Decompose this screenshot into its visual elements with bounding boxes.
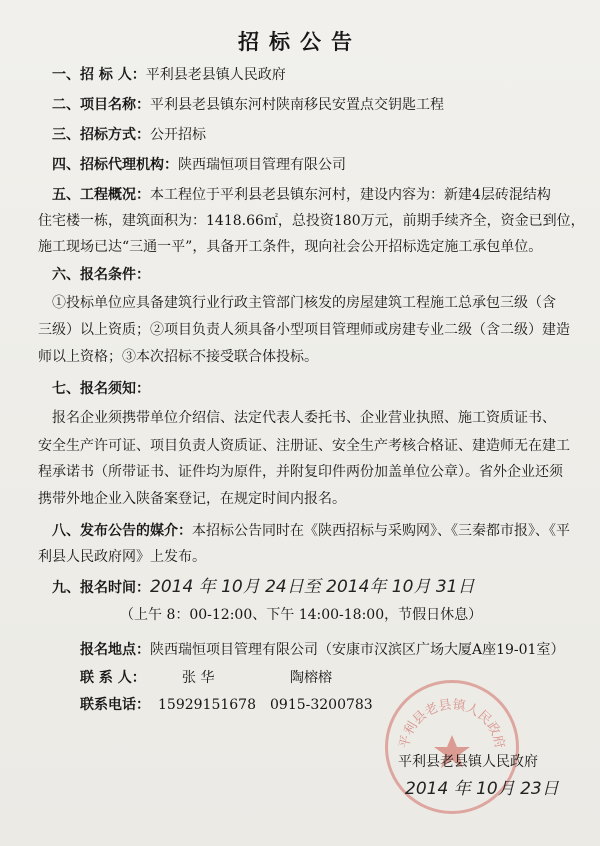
seal-text-path: 平利县老县镇人民政府 <box>397 697 508 751</box>
paragraph-line: 本工程位于平利县老县镇东河村，建设内容为：新建4层砖混结构 <box>150 187 551 203</box>
section-requirements-label: 六、报名条件： <box>52 267 150 283</box>
paragraph-line: 本招标公告同时在《陕西招标与采购网》、《三秦都市报》、《平 <box>192 523 570 539</box>
section-overview <box>52 186 551 204</box>
contact-row <box>80 669 146 687</box>
paragraph-line: 三级）以上资质；②项目负责人须具备小型项目管理师或房建专业二级（含二级）建造 <box>38 322 570 338</box>
section-label: 五、工程概况： <box>52 187 150 203</box>
section-value: 平利县老县镇人民政府 <box>145 67 286 83</box>
contact-person-1: 张 华 <box>182 670 215 686</box>
section-label: 八、发布公告的媒介： <box>52 523 192 539</box>
section-tenderer <box>52 66 286 84</box>
paragraph-line: ①投标单位应具备建筑行业行政主管部门核发的房屋建筑工程施工总承包三级（含 <box>52 295 556 311</box>
site-value: 陕西瑞恒项目管理有限公司（安康市汉滨区广场大厦A座19-01室） <box>150 642 565 658</box>
office-hours: （上午 8：00-12:00、下午 14:00-18:00，节假日休息） <box>120 607 483 623</box>
phone-label: 联系电话： <box>80 697 150 713</box>
contact-person-2: 陶榕榕 <box>290 670 332 686</box>
phone-row <box>80 696 150 714</box>
section-label: 九、报名时间： <box>52 580 150 596</box>
registration-dates: 2014 年 10月 24日至 2014年 10月 31日 <box>150 577 475 597</box>
signing-date: 2014 年 10月 23日 <box>405 779 559 799</box>
section-label: 三、招标方式： <box>52 127 150 143</box>
section-label: 二、项目名称： <box>52 97 150 113</box>
signing-authority: 平利县老县镇人民政府 <box>398 754 538 770</box>
section-label: 一、招 标 人： <box>52 67 146 83</box>
contact-label: 联 系 人： <box>80 670 146 686</box>
paragraph-line: 利县人民政府网》上发布。 <box>38 549 206 565</box>
paragraph-line: 携带外地企业入陕备案登记，在规定时间内报名。 <box>38 491 346 507</box>
phone-number-2: 0915-3200783 <box>270 697 373 713</box>
page-title: 招标公告 <box>238 29 362 54</box>
section-agency <box>52 156 346 174</box>
section-value: 公开招标 <box>150 127 206 143</box>
site-label: 报名地点： <box>80 642 150 658</box>
section-notes-label: 七、报名须知： <box>52 381 150 397</box>
section-value: 陕西瑞恒项目管理有限公司 <box>178 157 346 173</box>
paragraph-line: 报名企业须携带单位介绍信、法定代表人委托书、企业营业执照、施工资质证书、 <box>52 410 556 426</box>
paragraph-line: 住宅楼一栋，建筑面积为：1418.66㎡，总投资180万元，前期手续齐全，资金已到位， <box>38 213 585 229</box>
section-method <box>52 126 206 144</box>
section-label: 四、招标代理机构： <box>52 157 178 173</box>
paragraph-line: 安全生产许可证、项目负责人资质证、注册证、安全生产考核合格证、建造师无在建工 <box>38 438 570 454</box>
registration-site <box>80 641 564 659</box>
section-media <box>52 522 570 540</box>
paragraph-line: 程承诺书（所带证书、证件均为原件，并附复印件两份加盖单位公章）。省外企业还须 <box>38 464 563 480</box>
paragraph-line: 师以上资格；③本次招标不接受联合体投标。 <box>38 349 318 365</box>
section-project-name <box>52 96 444 114</box>
section-registration-time <box>52 578 474 597</box>
phone-number-1: 15929151678 <box>158 697 256 713</box>
paragraph-line: 施工现场已达“三通一平”，具备开工条件，现向社会公开招标选定施工承包单位。 <box>38 239 543 255</box>
section-value: 平利县老县镇东河村陕南移民安置点交钥匙工程 <box>150 97 444 113</box>
